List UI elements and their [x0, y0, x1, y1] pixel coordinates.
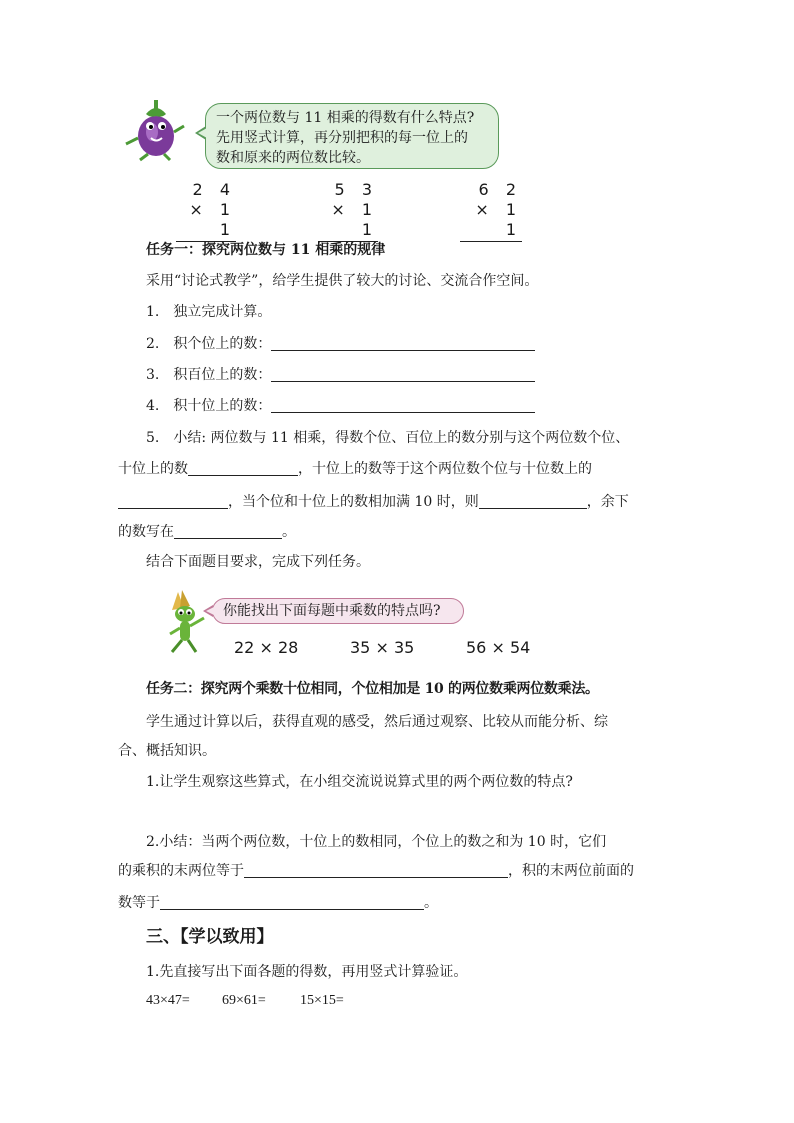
summary-text: ，余下 [586, 494, 629, 510]
speech-bubble-eleven [205, 103, 499, 169]
task2-intro-a: 学生通过计算以后，获得直观的感受，然后通过观察、比较从而能分析、综 [146, 714, 608, 730]
task1-item-3 [146, 365, 535, 385]
expression-1: 22 × 28 [234, 638, 299, 657]
practice-problem-2: 69×61= [222, 993, 266, 1008]
practice-problem-3: 15×15= [300, 993, 344, 1008]
combine-instruction: 结合下面题目要求，完成下列任务。 [146, 554, 370, 570]
answer-blank[interactable] [479, 492, 587, 509]
summary-text: ，积的末两位前面的 [508, 863, 634, 879]
task2-title: 任务二：探究两个乘数十位相同，个位相加是 10 的两位数乘两位数乘法。 [146, 681, 599, 697]
task1-summary-b [118, 459, 592, 479]
practice-problem-1: 43×47= [146, 993, 190, 1008]
expression-3: 56 × 54 [466, 638, 531, 657]
task2-item-2b [118, 861, 634, 881]
answer-blank[interactable] [188, 459, 298, 476]
vertical-problem-1 [176, 180, 236, 242]
bubble-text: 你能找出下面每题中乘数的特点吗? [223, 603, 441, 619]
speech-bubble-features [212, 598, 464, 624]
item-label: 4. 积十位上的数： [146, 398, 272, 414]
vertical-top: 5 3 [334, 180, 378, 199]
summary-text: 数等于 [118, 895, 160, 911]
summary-text: ，十位上的数等于这个两位数个位与十位数上的 [298, 461, 592, 477]
vertical-top: 6 2 [478, 180, 522, 199]
vertical-bottom: × 1 1 [460, 200, 522, 242]
task1-title: 任务一：探究两位数与 11 相乘的规律 [146, 242, 386, 258]
task1-item-2 [146, 334, 535, 354]
vertical-top: 2 4 [192, 180, 236, 199]
vertical-problem-2 [318, 180, 378, 242]
summary-text: 的数写在 [118, 524, 174, 540]
grasshopper-character-icon [160, 588, 210, 656]
task2-intro-b: 合、概括知识。 [118, 743, 216, 759]
summary-text: ，当个位和十位上的数相加满 10 时，则 [228, 494, 479, 510]
answer-blank[interactable] [271, 334, 535, 351]
summary-text: 十位上的数 [118, 461, 188, 477]
summary-text: 。 [282, 524, 296, 540]
task1-item-4 [146, 396, 535, 416]
task2-item-2c [118, 893, 438, 913]
task1-item-1: 1. 独立完成计算。 [146, 304, 272, 320]
task1-summary-c [118, 492, 629, 512]
task2-item-2a: 2.小结：当两个两位数，十位上的数相同，个位上的数之和为 10 时，它们 [146, 834, 607, 850]
task1-summary-d [118, 522, 296, 542]
expression-2: 35 × 35 [350, 638, 415, 657]
vertical-problem-3 [460, 180, 522, 242]
answer-blank[interactable] [174, 522, 282, 539]
section3-title: 三、【学以致用】 [146, 927, 274, 947]
section3-question-1: 1.先直接写出下面各题的得数，再用竖式计算验证。 [146, 964, 468, 980]
item-label: 2. 积个位上的数： [146, 336, 272, 352]
answer-blank[interactable] [271, 396, 535, 413]
task2-item-1: 1.让学生观察这些算式，在小组交流说说算式里的两个两位数的特点? [146, 774, 573, 790]
answer-blank[interactable] [160, 893, 424, 910]
item-label: 3. 积百位上的数： [146, 367, 272, 383]
bubble-line: 一个两位数与 11 相乘的得数有什么特点? [216, 110, 475, 126]
answer-blank[interactable] [118, 492, 228, 509]
bubble-line: 先用竖式计算，再分别把积的每一位上的 [216, 130, 468, 146]
eggplant-character-icon [118, 96, 188, 162]
answer-blank[interactable] [271, 365, 535, 382]
bubble-line: 数和原来的两位数比较。 [216, 150, 370, 166]
task1-summary-a: 5. 小结: 两位数与 11 相乘，得数个位、百位上的数分别与这个两位数个位、 [146, 430, 630, 446]
summary-text: 。 [424, 895, 438, 911]
summary-text: 的乘积的末两位等于 [118, 863, 244, 879]
vertical-bottom: × 1 1 [176, 200, 236, 242]
answer-blank[interactable] [244, 861, 508, 878]
task1-intro: 采用“讨论式教学”，给学生提供了较大的讨论、交流合作空间。 [146, 273, 539, 289]
vertical-bottom: × 1 1 [318, 200, 378, 242]
